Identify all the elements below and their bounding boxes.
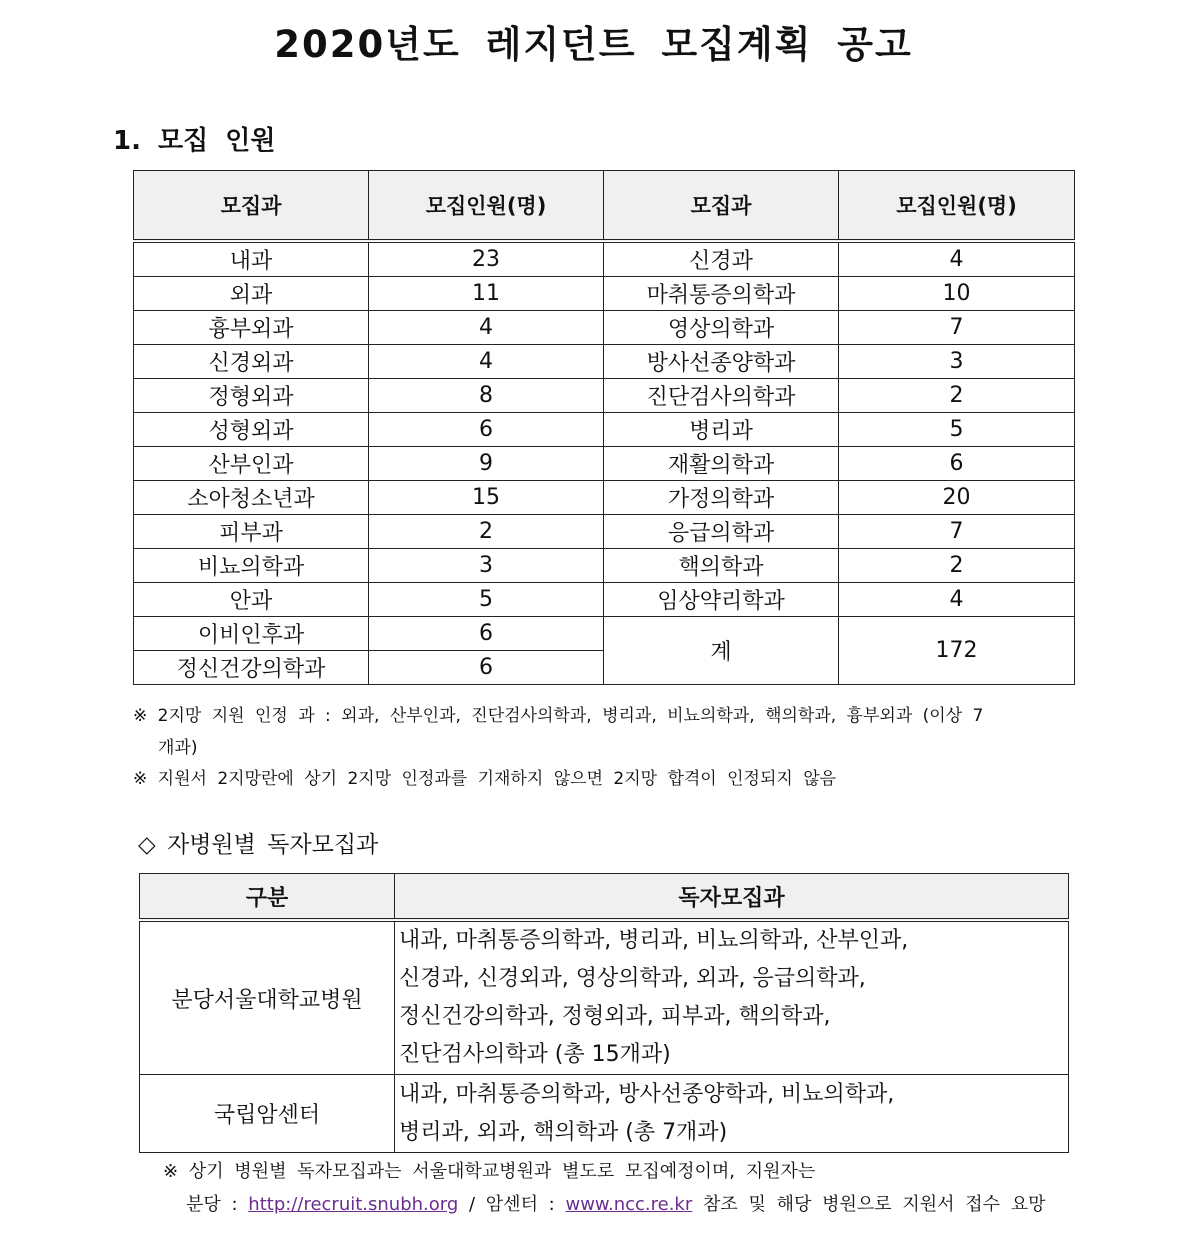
table-row: [134, 379, 1075, 413]
dept-cell: 병리과: [604, 413, 839, 447]
table-row: [134, 413, 1075, 447]
total-value: 172: [839, 617, 1075, 685]
header-category: 구분: [140, 874, 395, 921]
table-row: [134, 583, 1075, 617]
count-cell: 3: [839, 345, 1075, 379]
count-cell: 7: [839, 515, 1075, 549]
note-independent-line2: [186, 1190, 1046, 1216]
page-title: 2020년도 레지던트 모집계획 공고: [274, 23, 913, 66]
count-cell: 20: [839, 481, 1075, 515]
dept-cell: 안과: [134, 583, 369, 617]
count-cell: 2: [839, 379, 1075, 413]
header-independent-depts: 독자모집과: [395, 874, 1069, 921]
dept-list: [395, 920, 1069, 1075]
header-dept-right: 모집과: [604, 171, 839, 242]
count-cell: 9: [369, 447, 604, 481]
count-cell: 2: [839, 549, 1075, 583]
header-dept-left: 모집과: [134, 171, 369, 242]
count-cell: 4: [839, 583, 1075, 617]
link-snubh-recruit[interactable]: http://recruit.snubh.org: [248, 1194, 459, 1215]
dept-cell: 신경외과: [134, 345, 369, 379]
dept-cell: 산부인과: [134, 447, 369, 481]
dept-cell: 신경과: [604, 241, 839, 277]
table-header-row: [140, 874, 1069, 921]
dept-cell: 내과: [134, 241, 369, 277]
dept-cell: 외과: [134, 277, 369, 311]
dept-cell: 핵의학과: [604, 549, 839, 583]
dept-list-line: 병리과, 외과, 핵의학과 (총 7개과): [399, 1119, 728, 1145]
table-row: [134, 515, 1075, 549]
note-second-choice-line1: ※ 2지망 지원 인정 과 : 외과, 산부인과, 진단검사의학과, 병리과, 비뇨의학과, 핵의학과, 흉부외과 (이상 7: [133, 706, 984, 726]
hospital-name: 분당서울대학교병원: [140, 920, 395, 1075]
dept-cell: 진단검사의학과: [604, 379, 839, 413]
dept-cell: 비뇨의학과: [134, 549, 369, 583]
table-row: [134, 311, 1075, 345]
dept-cell: 성형외과: [134, 413, 369, 447]
count-cell: 6: [839, 447, 1075, 481]
note-independent-line1: ※ 상기 병원별 독자모집과는 서울대학교병원과 별도로 모집예정이며, 지원자는: [163, 1161, 816, 1182]
count-cell: 11: [369, 277, 604, 311]
count-cell: 2: [369, 515, 604, 549]
header-count-left: 모집인원(명): [369, 171, 604, 242]
count-cell: 8: [369, 379, 604, 413]
count-cell: 15: [369, 481, 604, 515]
total-label: 계: [604, 617, 839, 685]
section-heading-recruitment: 1. 모집 인원: [113, 126, 276, 156]
table-row: [134, 277, 1075, 311]
count-cell: 4: [839, 241, 1075, 277]
count-cell: 10: [839, 277, 1075, 311]
dept-list-line: 정신건강의학과, 정형외과, 피부과, 핵의학과,: [399, 1004, 831, 1029]
count-cell: 5: [369, 583, 604, 617]
table-row: [134, 241, 1075, 277]
dept-list-line: 신경과, 신경외과, 영상의학과, 외과, 응급의학과,: [399, 966, 866, 991]
dept-cell: 마취통증의학과: [604, 277, 839, 311]
dept-cell: 영상의학과: [604, 311, 839, 345]
section-heading-independent: ◇ 자병원별 독자모집과: [138, 832, 379, 858]
dept-list-line: 진단검사의학과 (총 15개과): [399, 1042, 671, 1067]
count-cell: 5: [839, 413, 1075, 447]
table-row: [140, 1075, 1069, 1153]
table-row: [134, 447, 1075, 481]
dept-cell: 정형외과: [134, 379, 369, 413]
dept-cell: 이비인후과: [134, 617, 369, 651]
dept-cell: 재활의학과: [604, 447, 839, 481]
hospital-name: 국립암센터: [140, 1075, 395, 1153]
dept-cell: 정신건강의학과: [134, 651, 369, 685]
count-cell: 7: [839, 311, 1075, 345]
link-ncc[interactable]: www.ncc.re.kr: [565, 1194, 693, 1215]
note-second-choice: [133, 700, 1083, 764]
dept-cell: 응급의학과: [604, 515, 839, 549]
count-cell: 6: [369, 651, 604, 685]
table-row: [134, 549, 1075, 583]
table-row: [134, 345, 1075, 379]
count-cell: 4: [369, 345, 604, 379]
note-prefix: 분당 :: [186, 1194, 249, 1215]
count-cell: 3: [369, 549, 604, 583]
count-cell: 6: [369, 617, 604, 651]
header-count-right: 모집인원(명): [839, 171, 1075, 242]
independent-recruitment-table: [139, 873, 1069, 1153]
note-application: ※ 지원서 2지망란에 상기 2지망 인정과를 기재하지 않으면 2지망 합격이 인정되지 않음: [133, 769, 837, 789]
note-second-choice-line2: 개과): [158, 738, 198, 758]
dept-cell: 소아청소년과: [134, 481, 369, 515]
table-row: [134, 481, 1075, 515]
note-suffix: 참조 및 해당 병원으로 지원서 접수 요망: [692, 1194, 1046, 1215]
dept-cell: 임상약리학과: [604, 583, 839, 617]
dept-list-line: 내과, 마취통증의학과, 방사선종양학과, 비뇨의학과,: [399, 1081, 895, 1107]
table-row: [140, 920, 1069, 1075]
table-header-row: [134, 171, 1075, 242]
note-mid: / 암센터 :: [458, 1194, 566, 1215]
count-cell: 23: [369, 241, 604, 277]
count-cell: 6: [369, 413, 604, 447]
dept-cell: 방사선종양학과: [604, 345, 839, 379]
table-row: [134, 617, 1075, 651]
dept-cell: 피부과: [134, 515, 369, 549]
dept-cell: 흉부외과: [134, 311, 369, 345]
dept-list: [395, 1075, 1069, 1153]
dept-list-line: 내과, 마취통증의학과, 병리과, 비뇨의학과, 산부인과,: [399, 928, 909, 953]
dept-cell: 가정의학과: [604, 481, 839, 515]
count-cell: 4: [369, 311, 604, 345]
recruitment-table: [133, 170, 1075, 685]
